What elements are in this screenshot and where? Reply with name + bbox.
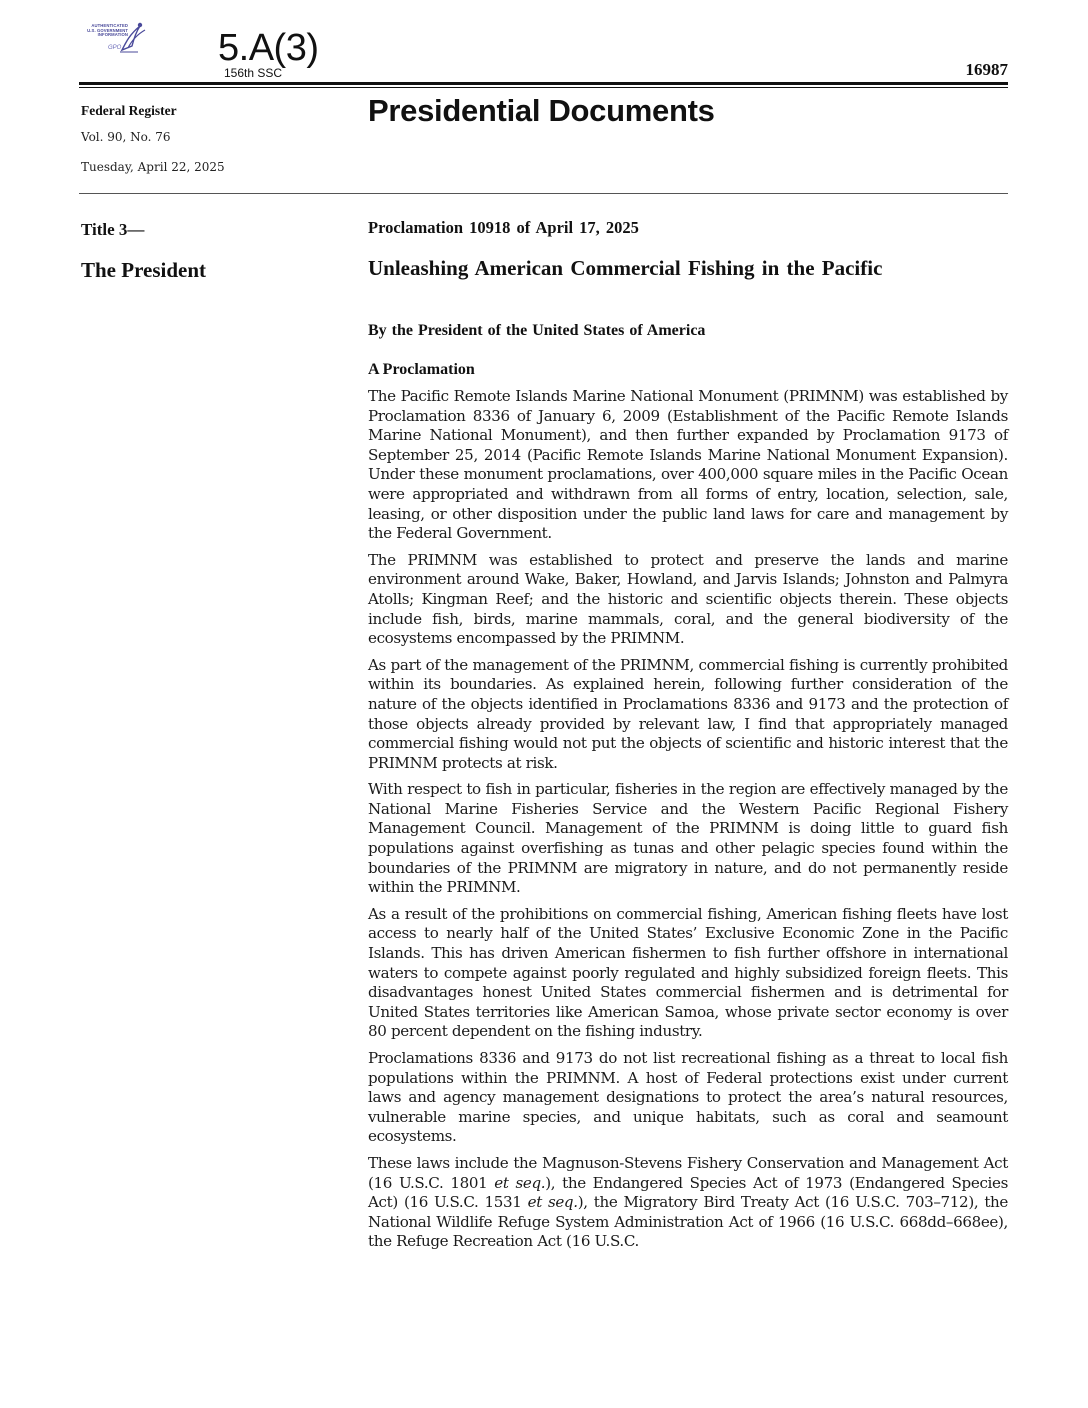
proclamation-byline: By the President of the United States of America (368, 322, 706, 339)
header-rule (79, 82, 1008, 85)
gpo-logo-line: AUTHENTICATED (91, 23, 128, 28)
body-paragraph: As part of the management of the PRIMNM, commercial fishing is currently prohibited within its boundaries. As explained herein, following further consideration of the nature of the objects identified in Proclamations 8336 and 9173 and the protection of those objects already provided by relevant law, I find that appropriately managed commercial fishing would not put the objects of scientific and historic interest that the PRIMNM protects at risk. (368, 655, 1008, 772)
section-title: Presidential Documents (368, 93, 715, 128)
section-divider (79, 193, 1008, 194)
italic-segment: et seq. (494, 1173, 546, 1192)
gpo-logo-line: INFORMATION (97, 32, 128, 38)
title-name: The President (81, 258, 207, 282)
italic-segment: et seq. (527, 1193, 578, 1212)
header-rule-thin (79, 87, 1008, 88)
document-stamp: 5.A(3) (218, 27, 319, 69)
proclamation-number: Proclamation 10918 of April 17, 2025 (368, 218, 639, 237)
text-segment: ), the Migratory Bird Treaty Act (16 U.S.C. 703–712), the National Wildlife Refuge System Administration Act of 1966 (16 U.S.C. 668dd–668ee), the Refuge Recreation Act (16 U.S.C. (368, 1193, 1009, 1251)
volume-number: Vol. 90, No. 76 (81, 130, 171, 144)
body-paragraph: The PRIMNM was established to protect and preserve the lands and marine environment around Wake, Baker, Howland, and Jarvis Islands; Johnston and Palmyra Atolls; Kingman Reef; and the historic and scientific objects therein. These objects include fish, birds, marine mammals, coral, and the general biodiversity of the ecosystems encompassed by the PRIMNM. (368, 550, 1008, 648)
publication-name: Federal Register (81, 103, 177, 118)
proclamation-body (368, 387, 1008, 1259)
page-number: 16987 (965, 60, 1008, 79)
body-paragraph: Proclamations 8336 and 9173 do not list recreational fishing as a threat to local fish populations within the PRIMNM. A host of Federal protections exist under current laws and agency management designations to protect the area’s natural resources, vulnerable marine species, and unique habitats, such as coral and seamount ecosystems. (368, 1049, 1008, 1146)
document-stamp-subtitle: 156th SSC (224, 66, 283, 80)
text-segment: These laws include the Magnuson-Stevens Fishery Conservation and Management Act (16 U.S.C. 1801 (368, 1153, 1008, 1192)
body-paragraph: The Pacific Remote Islands Marine National Monument (PRIMNM) was established by Proclamation 8336 of January 6, 2009 (Establishment of the Pacific Remote Islands Marine National Monument), and then further expanded by Proclamation 9173 of September 25, 2014 (Pacific Remote Islands Marine National Monument Expansion). Under these monument proclamations, over 400,000 square miles in the Pacific Ocean were appropriated and withdrawn from all forms of entry, location, selection, sale, leasing, or other disposition under the public land laws for care and management by the Federal Government. (368, 387, 1008, 543)
proclamation-heading: A Proclamation (368, 361, 475, 378)
proclamation-title: Unleashing American Commercial Fishing in the Pacific (368, 256, 883, 280)
eagle-icon (118, 20, 148, 54)
gpo-tag: GPO (108, 45, 122, 51)
body-paragraph: As a result of the prohibitions on commercial fishing, American fishing fleets have lost access to nearly half of the United States’ Exclusive Economic Zone in the Pacific Islands. This has driven American fishermen to fish further offshore in international waters to compete against poorly regulated and highly subsidized foreign fleets. This disadvantages honest United States commercial fishermen and is detrimental for United States territories like American Samoa, whose private sector economy is over 80 percent dependent on the fishing industry. (368, 904, 1008, 1041)
title-label: Title 3— (81, 220, 145, 239)
body-paragraph-last (368, 1154, 1008, 1252)
publication-date: Tuesday, April 22, 2025 (81, 160, 225, 174)
text-segment: ), the Endangered Species Act of 1973 (Endangered Species Act) (16 U.S.C. 1531 (368, 1173, 1009, 1212)
gpo-logo-line: U.S. GOVERNMENT (87, 27, 128, 33)
body-paragraph: With respect to fish in particular, fisheries in the region are effectively managed by the National Marine Fisheries Service and the Western Pacific Regional Fishery Management Council. Management of the PRIMNM is doing little to guard fish populations against overfishing as tunas and other pelagic species found within the boundaries of the PRIMNM are migratory in nature, and do not permanently reside within the PRIMNM. (368, 780, 1008, 897)
